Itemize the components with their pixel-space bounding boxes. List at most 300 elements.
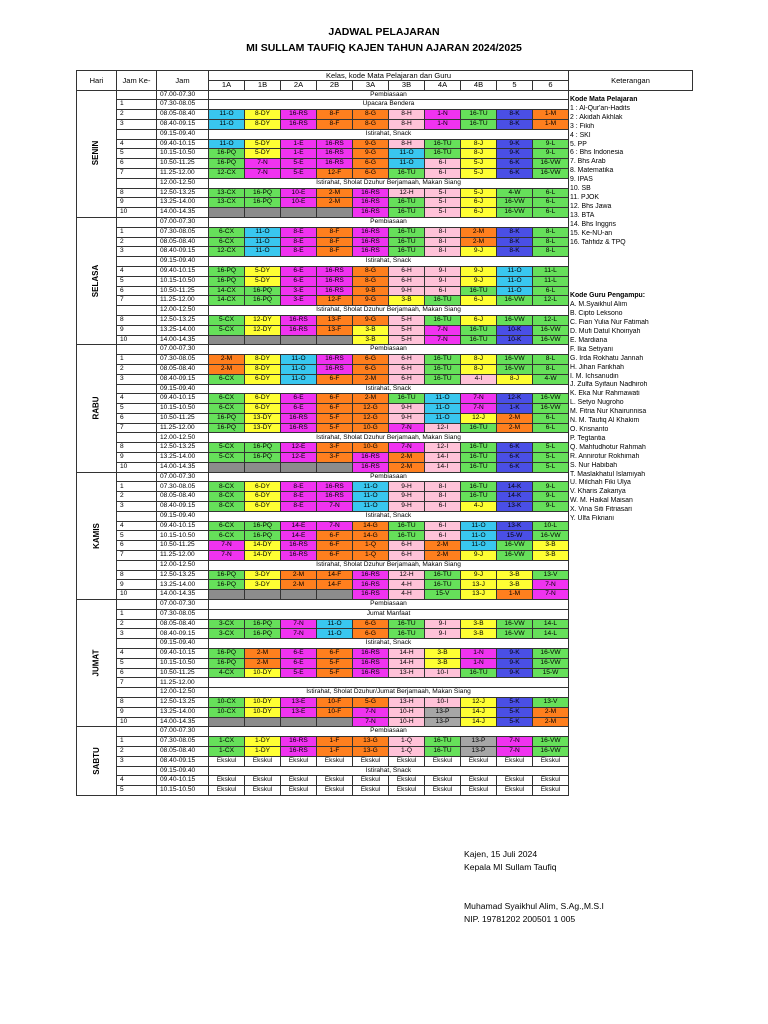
header-jam-ke: Jam Ke- (117, 71, 157, 91)
subject-cell: Ekskul (461, 786, 497, 796)
subject-cell: 5-K (497, 707, 533, 717)
subject-cell: 3-DY (245, 580, 281, 590)
jam-ke-cell: 4 (117, 776, 157, 786)
jam-ke-cell: 8 (117, 188, 157, 198)
subject-cell: 16-TU (425, 355, 461, 365)
subject-cell: 12-H (389, 188, 425, 198)
subject-cell: 16-PQ (245, 619, 281, 629)
jam-ke-cell: 4 (117, 139, 157, 149)
subject-cell: 10-F (317, 707, 353, 717)
subject-cell: 8-CX (209, 482, 245, 492)
time-cell: 07.30-08.05 (157, 100, 209, 110)
time-cell: 09.15-09.40 (157, 129, 209, 139)
time-cell: 13.25-14.00 (157, 198, 209, 208)
subject-cell (281, 590, 317, 600)
subject-cell: Ekskul (389, 786, 425, 796)
subject-cell: 8-J (497, 374, 533, 384)
subject-cell: 16-TU (461, 453, 497, 463)
subject-cell (281, 462, 317, 472)
subject-cell: 6-L (533, 188, 569, 198)
subject-cell: 11-O (245, 227, 281, 237)
jam-ke-cell (117, 688, 157, 698)
subject-cell: 4-J (461, 502, 497, 512)
jam-ke-cell: 4 (117, 649, 157, 659)
subject-cell: 8-DY (245, 119, 281, 129)
subject-cell: 9-L (533, 482, 569, 492)
merged-activity-cell: Pembiasaan (209, 217, 569, 227)
legend-mapel-item: 2 : Akidah Akhlak (570, 113, 623, 121)
table-row (77, 580, 693, 590)
subject-cell: 16-RS (317, 276, 353, 286)
subject-cell: 6-K (497, 443, 533, 453)
legend-guru-item: W. M. Haikal Maisan (570, 497, 633, 505)
subject-cell: 1-M (497, 590, 533, 600)
subject-cell: 16-VW (497, 208, 533, 218)
subject-cell: 6-J (461, 198, 497, 208)
subject-cell: 10-H (389, 717, 425, 727)
subject-cell: 8-I (425, 247, 461, 257)
subject-cell: 14-DY (245, 551, 281, 561)
header-keterangan: Keterangan (569, 71, 693, 91)
subject-cell: 11-O (209, 139, 245, 149)
subject-cell: 13-H (389, 668, 425, 678)
jam-ke-cell: 7 (117, 168, 157, 178)
subject-cell: 12-J (461, 413, 497, 423)
subject-cell: 9-K (497, 658, 533, 668)
subject-cell: 10-K (497, 335, 533, 345)
subject-cell: 16-PQ (245, 443, 281, 453)
signature-nip: NIP. 19781202 200501 1 005 (464, 913, 576, 924)
subject-cell: 10-DY (245, 707, 281, 717)
subject-cell: 1-DY (245, 737, 281, 747)
subject-cell (209, 335, 245, 345)
subject-cell: 9-I (425, 619, 461, 629)
subject-cell: 7-N (497, 746, 533, 756)
time-cell: 07.00-07.30 (157, 600, 209, 610)
time-cell: 09.15-09.40 (157, 384, 209, 394)
subject-cell: 6-I (425, 168, 461, 178)
subject-cell: 9-I (425, 629, 461, 639)
subject-cell: 1-CX (209, 746, 245, 756)
header-class: 1B (245, 80, 281, 90)
subject-cell: 10-I (425, 698, 461, 708)
time-cell: 12.00-12.50 (157, 306, 209, 316)
subject-cell: 3-CX (209, 619, 245, 629)
subject-cell: 2-M (317, 188, 353, 198)
subject-cell: 16-PQ (209, 570, 245, 580)
subject-cell: 2-M (317, 198, 353, 208)
legend-guru-item: A. M.Syaikhul Alim (570, 301, 628, 309)
document-subtitle: MI SULLAM TAUFIQ KAJEN TAHUN AJARAN 2024/2025 (246, 42, 522, 54)
subject-cell: 6-L (533, 198, 569, 208)
subject-cell (209, 462, 245, 472)
subject-cell: 5-F (317, 658, 353, 668)
subject-cell: 8-G (353, 276, 389, 286)
subject-cell: Ekskul (281, 786, 317, 796)
time-cell: 09.15-09.40 (157, 766, 209, 776)
subject-cell: 10-E (281, 188, 317, 198)
subject-cell: 16-RS (281, 110, 317, 120)
legend-mapel-item: 6 : Bhs Indonesia (570, 149, 624, 157)
time-cell: 12.00-12.50 (157, 688, 209, 698)
subject-cell: 11-L (533, 276, 569, 286)
legend-mapel-item: 7. Bhs Arab (570, 158, 606, 166)
subject-cell: 8-E (281, 227, 317, 237)
table-row (77, 531, 693, 541)
subject-cell: 6-CX (209, 374, 245, 384)
subject-cell: 13-J (461, 580, 497, 590)
table-row (77, 609, 693, 619)
subject-cell: 8-I (425, 482, 461, 492)
subject-cell (317, 590, 353, 600)
subject-cell: 16-RS (317, 159, 353, 169)
subject-cell: 6-J (461, 208, 497, 218)
subject-cell: 16-VW (533, 649, 569, 659)
subject-cell: 2-M (245, 649, 281, 659)
day-name: SENIN (91, 141, 101, 166)
jam-ke-cell: 1 (117, 227, 157, 237)
subject-cell: 6-I (425, 502, 461, 512)
subject-cell: 8-K (497, 237, 533, 247)
subject-cell: 13-P (461, 737, 497, 747)
merged-activity-cell: Istirahat, Snack (209, 129, 569, 139)
time-cell: 13.25-14.00 (157, 580, 209, 590)
legend-mapel-item: 16. Tahfidz & TPQ (570, 238, 626, 246)
subject-cell: 12-K (497, 394, 533, 404)
subject-cell: 6-L (533, 423, 569, 433)
subject-cell: 16-TU (389, 227, 425, 237)
jam-ke-cell (117, 433, 157, 443)
subject-cell: 10-G (353, 443, 389, 453)
subject-cell: 16-VW (497, 296, 533, 306)
day-label (77, 472, 117, 599)
subject-cell: 5-L (533, 453, 569, 463)
subject-cell: 6-H (389, 374, 425, 384)
subject-cell: 6-DY (245, 492, 281, 502)
subject-cell: 11-O (497, 286, 533, 296)
merged-activity-cell: Istirahat, Sholat Dzuhur Berjamaah, Makan Siang (209, 433, 569, 443)
table-row (77, 649, 693, 659)
subject-cell: 11-O (281, 355, 317, 365)
legend-guru-item: L. Setyo Nugroho (570, 399, 624, 407)
header-hari: Hari (77, 71, 117, 91)
subject-cell: 13-P (425, 707, 461, 717)
subject-cell: 10-E (281, 198, 317, 208)
legend-guru-item: E. Mardiana (570, 336, 608, 344)
subject-cell: 6-E (281, 404, 317, 414)
legend-mapel-title: Kode Mata Pelajaran (570, 96, 638, 103)
subject-cell: 6-H (389, 266, 425, 276)
subject-cell: 3-B (497, 580, 533, 590)
subject-cell: 16-VW (497, 619, 533, 629)
subject-cell: 1-Q (389, 746, 425, 756)
subject-cell: 8-L (533, 364, 569, 374)
subject-cell: 16-VW (497, 551, 533, 561)
subject-cell: 8-J (461, 364, 497, 374)
subject-cell: 5-CX (209, 453, 245, 463)
subject-cell: 13-J (461, 590, 497, 600)
subject-cell: 8-F (317, 119, 353, 129)
subject-cell: 5-I (425, 188, 461, 198)
time-cell: 12.50-13.25 (157, 570, 209, 580)
jam-ke-cell: 2 (117, 746, 157, 756)
subject-cell: 3-B (533, 541, 569, 551)
subject-cell: 2-M (497, 413, 533, 423)
subject-cell: 13-P (461, 746, 497, 756)
jam-ke-cell: 7 (117, 551, 157, 561)
subject-cell: 12-E (281, 453, 317, 463)
jam-ke-cell: 9 (117, 580, 157, 590)
subject-cell: Ekskul (425, 776, 461, 786)
subject-cell: 5-L (533, 462, 569, 472)
subject-cell: Ekskul (317, 776, 353, 786)
time-cell: 10.15-10.50 (157, 276, 209, 286)
subject-cell: 16-TU (389, 629, 425, 639)
subject-cell: 11-O (497, 266, 533, 276)
legend-guru-item: B. Cipto Leksono (570, 310, 623, 318)
subject-cell: 16-VW (533, 168, 569, 178)
subject-cell: 11-O (461, 541, 497, 551)
subject-cell: 16-RS (353, 208, 389, 218)
subject-cell: 8-F (317, 237, 353, 247)
jam-ke-cell: 6 (117, 286, 157, 296)
subject-cell: 16-VW (497, 629, 533, 639)
time-cell: 08.40-09.15 (157, 629, 209, 639)
subject-cell: 6-F (317, 551, 353, 561)
subject-cell: 5-CX (209, 325, 245, 335)
subject-cell: 10-G (353, 423, 389, 433)
subject-cell: 5-E (281, 168, 317, 178)
subject-cell: 14-F (317, 570, 353, 580)
subject-cell: 2-M (353, 394, 389, 404)
subject-cell: 8-L (533, 227, 569, 237)
merged-activity-cell: Pembiasaan (209, 345, 569, 355)
subject-cell: 2-M (461, 237, 497, 247)
subject-cell: 7-N (389, 423, 425, 433)
subject-cell: 11-O (317, 629, 353, 639)
subject-cell: Ekskul (353, 756, 389, 766)
subject-cell: 16-RS (317, 149, 353, 159)
subject-cell: 5-DY (245, 266, 281, 276)
subject-cell: 8-G (353, 266, 389, 276)
jam-ke-cell: 7 (117, 678, 157, 688)
subject-cell: 16-RS (353, 237, 389, 247)
subject-cell: 13-F (317, 325, 353, 335)
subject-cell: 13-CX (209, 188, 245, 198)
legend-guru-item: U. Milchah Fiki Ulya (570, 479, 631, 487)
merged-activity-cell: Istirahat, Snack (209, 511, 569, 521)
subject-cell: 9-J (461, 247, 497, 257)
subject-cell: 6-CX (209, 531, 245, 541)
subject-cell: 8-K (497, 119, 533, 129)
subject-cell: Ekskul (245, 756, 281, 766)
subject-cell: 5-E (281, 668, 317, 678)
jam-ke-cell: 9 (117, 325, 157, 335)
subject-cell: 16-RS (281, 541, 317, 551)
jam-ke-cell: 3 (117, 629, 157, 639)
subject-cell: 13-G (353, 737, 389, 747)
jam-ke-cell: 5 (117, 276, 157, 286)
subject-cell: 5-G (353, 698, 389, 708)
jam-ke-cell: 4 (117, 266, 157, 276)
subject-cell: 14-CX (209, 296, 245, 306)
time-cell: 10.50-11.25 (157, 541, 209, 551)
subject-cell: 6-K (497, 168, 533, 178)
subject-cell: 6-G (353, 355, 389, 365)
day-label (77, 600, 117, 727)
subject-cell: Ekskul (533, 756, 569, 766)
header-class: 2B (317, 80, 353, 90)
subject-cell: 12-F (317, 296, 353, 306)
jam-ke-cell: 3 (117, 502, 157, 512)
subject-cell: Ekskul (245, 786, 281, 796)
subject-cell: 16-RS (353, 198, 389, 208)
time-cell: 09.15-09.40 (157, 511, 209, 521)
subject-cell: 8-G (353, 110, 389, 120)
merged-activity-cell: Pembiasaan (209, 472, 569, 482)
time-cell: 11.25-12.00 (157, 296, 209, 306)
header-class: 1A (209, 80, 245, 90)
legend-mapel-item: 1 : Al-Qur'an-Hadits (570, 104, 630, 112)
merged-activity-cell: Pembiasaan (209, 727, 569, 737)
subject-cell: 14-I (425, 453, 461, 463)
legend-mapel-item: 14. Bhs Inggris (570, 220, 616, 228)
subject-cell: 9-H (389, 413, 425, 423)
time-cell: 09.40-10.15 (157, 521, 209, 531)
jam-ke-cell: 1 (117, 355, 157, 365)
legend-guru-item: C. Fian Yulia Nur Fatimah (570, 319, 649, 327)
subject-cell: 8-DY (245, 355, 281, 365)
subject-cell: Ekskul (317, 786, 353, 796)
subject-cell: 11-O (425, 394, 461, 404)
subject-cell: 12-DY (245, 325, 281, 335)
time-cell: 11.25-12.00 (157, 423, 209, 433)
day-name: JUMAT (91, 649, 101, 677)
day-name: KAMIS (91, 522, 101, 549)
legend-guru-item: X. Vina Siti Fitriasari (570, 506, 632, 514)
jam-ke-cell: 8 (117, 315, 157, 325)
time-cell: 07.30-08.05 (157, 609, 209, 619)
subject-cell: 3-F (317, 443, 353, 453)
subject-cell: Ekskul (389, 776, 425, 786)
subject-cell: 12-H (389, 570, 425, 580)
subject-cell: 16-RS (317, 286, 353, 296)
time-cell: 14.00-14.35 (157, 462, 209, 472)
jam-ke-cell (117, 472, 157, 482)
subject-cell: 14-DY (245, 541, 281, 551)
time-cell: 10.50-11.25 (157, 413, 209, 423)
time-cell: 08.05-08.40 (157, 746, 209, 756)
legend-guru-item: G. Irda Rokhatu Jannah (570, 354, 644, 362)
subject-cell: 16-TU (461, 462, 497, 472)
merged-activity-cell: Istirahat, Sholat Dzuhur Berjamaah, Makan Siang (209, 306, 569, 316)
subject-cell: 6-DY (245, 374, 281, 384)
subject-cell: Ekskul (425, 756, 461, 766)
table-row (77, 570, 693, 580)
subject-cell: 7-N (353, 717, 389, 727)
signature-block (464, 848, 604, 925)
jam-ke-cell: 4 (117, 394, 157, 404)
subject-cell: Ekskul (209, 786, 245, 796)
subject-cell: 7-N (425, 325, 461, 335)
subject-cell: 16-TU (389, 394, 425, 404)
subject-cell: 14-H (389, 649, 425, 659)
subject-cell: Ekskul (317, 756, 353, 766)
subject-cell (281, 335, 317, 345)
legend-mapel-list (570, 105, 720, 248)
subject-cell: 11-O (461, 531, 497, 541)
subject-cell: Ekskul (353, 786, 389, 796)
subject-cell (209, 590, 245, 600)
subject-cell: 13-E (281, 698, 317, 708)
legend-mapel-item: 5. PP (570, 140, 587, 148)
subject-cell: 9-K (497, 149, 533, 159)
jam-ke-cell (117, 178, 157, 188)
signature-place-date: Kajen, 15 Juli 2024 (464, 849, 538, 859)
subject-cell: 16-RS (281, 551, 317, 561)
subject-cell: 2-M (533, 707, 569, 717)
legend-guru-item: Y. Ulfa Fikriani (570, 515, 614, 523)
subject-cell: 5-J (461, 188, 497, 198)
subject-cell: 13-G (353, 746, 389, 756)
jam-ke-cell (117, 217, 157, 227)
subject-cell: 7-N (461, 394, 497, 404)
subject-cell: 9-L (533, 149, 569, 159)
legend-mapel-item: 4 : SKI (570, 131, 591, 139)
subject-cell: 15-V (425, 590, 461, 600)
subject-cell: 2-M (425, 541, 461, 551)
subject-cell: 8-I (425, 237, 461, 247)
time-cell: 12.50-13.25 (157, 443, 209, 453)
subject-cell: 3-CX (209, 629, 245, 639)
subject-cell: 7-N (317, 502, 353, 512)
jam-ke-cell: 1 (117, 737, 157, 747)
subject-cell: 11-O (209, 110, 245, 120)
subject-cell: 16-RS (281, 325, 317, 335)
subject-cell: 13-V (533, 570, 569, 580)
header-kelas-group: Kelas, kode Mata Pelajaran dan Guru (209, 71, 569, 81)
subject-cell: 12-F (317, 168, 353, 178)
jam-ke-cell: 9 (117, 453, 157, 463)
subject-cell: 5-H (389, 315, 425, 325)
subject-cell: 5-F (317, 413, 353, 423)
subject-cell: 6-F (317, 531, 353, 541)
subject-cell: Ekskul (461, 776, 497, 786)
time-cell: 10.15-10.50 (157, 531, 209, 541)
subject-cell: 16-VW (497, 364, 533, 374)
subject-cell: 16-VW (533, 531, 569, 541)
time-cell: 08.40-09.15 (157, 502, 209, 512)
subject-cell: 10-L (533, 521, 569, 531)
subject-cell: 6-L (533, 208, 569, 218)
subject-cell: 15-W (533, 668, 569, 678)
jam-ke-cell: 10 (117, 590, 157, 600)
subject-cell: 12-I (425, 443, 461, 453)
table-row (77, 678, 693, 688)
subject-cell: 1-F (317, 746, 353, 756)
jam-ke-cell: 7 (117, 296, 157, 306)
subject-cell: 8-H (389, 119, 425, 129)
subject-cell: 14-J (461, 717, 497, 727)
subject-cell: Ekskul (533, 786, 569, 796)
subject-cell: 6-G (353, 364, 389, 374)
subject-cell (209, 717, 245, 727)
subject-cell: 8-F (317, 227, 353, 237)
subject-cell: 10-DY (245, 668, 281, 678)
subject-cell: 14-G (353, 531, 389, 541)
subject-cell: 2-M (389, 453, 425, 463)
subject-cell (317, 208, 353, 218)
